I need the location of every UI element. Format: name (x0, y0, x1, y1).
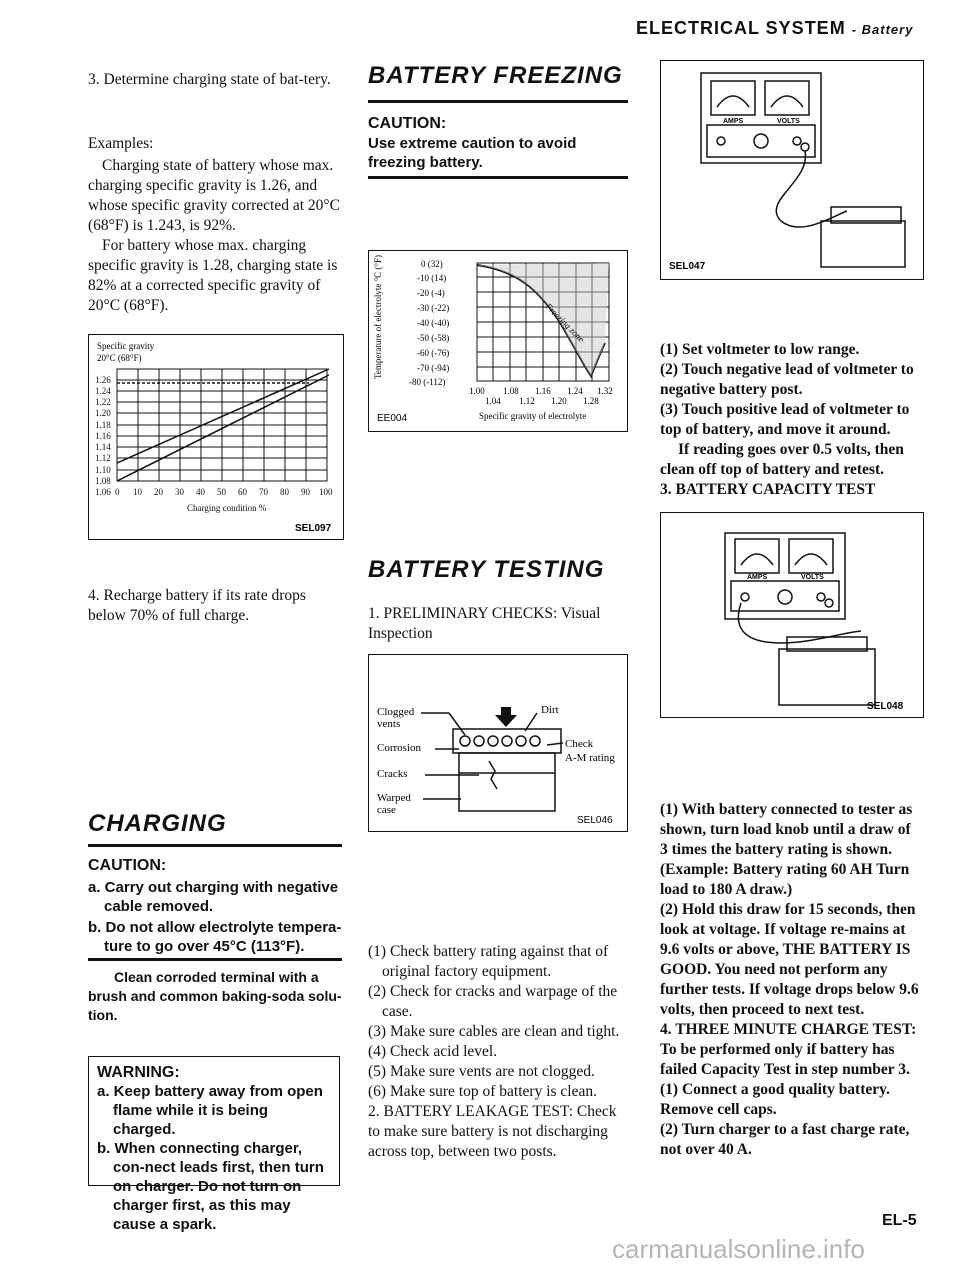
preliminary-checks: 1. PRELIMINARY CHECKS: Visual Inspection (368, 605, 601, 642)
figure-freezing (368, 250, 628, 432)
list-item: (3) Touch positive lead of voltmeter to top of battery, and move it around. (660, 401, 910, 438)
svg-text:10: 10 (133, 487, 142, 497)
clean-terminal: Clean corroded terminal with a brush and common baking-soda solu-tion. (88, 969, 342, 1023)
testing-heading: BATTERY TESTING (368, 556, 605, 583)
svg-text:30: 30 (175, 487, 184, 497)
svg-text:VOLTS: VOLTS (801, 574, 824, 581)
freezing-rule-2 (368, 176, 628, 179)
list-item: (5) Make sure vents are not clogged. (368, 1063, 595, 1080)
svg-text:-70 (-94): -70 (-94) (417, 363, 450, 373)
example-2: For battery whose max. charging specific gravity is 1.28, charging state is 82% at a corrected specific gravity of 20°C (68°F). (88, 237, 338, 314)
figure-voltmeter (660, 60, 924, 280)
svg-text:1.08: 1.08 (95, 476, 111, 486)
svg-text:AMPS: AMPS (747, 574, 768, 581)
svg-text:1.16: 1.16 (535, 386, 551, 396)
capacity-code: SEL048 (867, 701, 904, 712)
list-item: (4) Check acid level. (368, 1043, 498, 1060)
watermark: carmanualsonline.info (612, 1234, 865, 1264)
svg-text:Clogged: Clogged (377, 706, 415, 718)
charging-heading: CHARGING (88, 810, 227, 837)
svg-text:1.20: 1.20 (95, 408, 111, 418)
svg-text:1.20: 1.20 (551, 396, 567, 406)
svg-text:50: 50 (217, 487, 226, 497)
inspection-code: SEL046 (577, 815, 613, 826)
svg-text:60: 60 (238, 487, 247, 497)
reading-text: If reading goes over 0.5 volts, then clean off top of battery and retest. (660, 441, 904, 478)
list-item: (1) Connect a good quality battery. Remove cell caps. (660, 1081, 890, 1118)
freeze-code: EE004 (377, 413, 408, 424)
preliminary-list (368, 942, 628, 1162)
warning-title: WARNING: (97, 1064, 180, 1081)
step-3: 3. Determine charging state of bat-tery. (88, 71, 331, 88)
svg-text:1.16: 1.16 (95, 431, 111, 441)
list-item: (1) Check battery rating against that of original factory equipment. (368, 943, 609, 980)
svg-text:1.08: 1.08 (503, 386, 519, 396)
svg-text:1.14: 1.14 (95, 442, 111, 452)
svg-text:-60 (-76): -60 (-76) (417, 348, 450, 358)
svg-text:Check: Check (565, 738, 594, 750)
freezing-caution-text: Use extreme caution to avoid freezing battery. (368, 135, 577, 171)
tester-drawing (701, 73, 905, 267)
svg-text:1.24: 1.24 (567, 386, 583, 396)
freezing-heading: BATTERY FREEZING (368, 62, 623, 89)
svg-text:VOLTS: VOLTS (777, 118, 800, 125)
svg-text:Cracks: Cracks (377, 768, 408, 780)
list-item: (6) Make sure top of battery is clean. (368, 1083, 597, 1100)
capacity-heading: 3. BATTERY CAPACITY TEST (660, 481, 876, 498)
svg-text:1.06: 1.06 (95, 487, 111, 497)
svg-text:A-M rating: A-M rating (565, 752, 615, 764)
fig-xtitle: Charging condition % (187, 503, 267, 513)
header-title: ELECTRICAL SYSTEM (636, 18, 846, 38)
warning-b: b. When connecting charger, con-nect leads first, then turn on charger. Do not turn on charger first, as this may cause a spark. (97, 1140, 324, 1233)
battery-drawing (421, 713, 563, 811)
page-header (636, 18, 913, 39)
svg-text:Dirt: Dirt (541, 704, 559, 716)
fig-ytitle-2: 20°C (68°F) (97, 353, 142, 363)
svg-text:80: 80 (280, 487, 289, 497)
svg-text:case: case (377, 804, 396, 816)
list-item: (2) Hold this draw for 15 seconds, then look at voltage. If voltage re-mains at 9.6 volts or above, THE BATTERY IS GOOD. You need not perform any further tests. If voltage drops below 9.6 volts, then proceed to next test. (660, 901, 919, 1018)
list-item: (1) With battery connected to tester as shown, turn load knob until a draw of 3 times the battery rating is shown. (Example: Battery rating 60 AH Turn load to 180 A draw.) (660, 801, 913, 898)
svg-text:70: 70 (259, 487, 268, 497)
svg-text:1.12: 1.12 (519, 396, 535, 406)
list-item: (2) Turn charger to a fast charge rate, not over 40 A. (660, 1121, 910, 1158)
leakage-test: 2. BATTERY LEAKAGE TEST: Check to make sure battery is not discharging across top, between two posts. (368, 1103, 617, 1160)
svg-text:1.24: 1.24 (95, 386, 111, 396)
three-minute-test: 4. THREE MINUTE CHARGE TEST: To be performed only if battery has failed Capacity Test in step number 3. (660, 1021, 917, 1078)
svg-text:1.26: 1.26 (95, 375, 111, 385)
examples-title: Examples: (88, 135, 154, 152)
capacity-drawing (725, 533, 875, 705)
svg-text:1.04: 1.04 (485, 396, 501, 406)
voltmeter-code: SEL047 (669, 261, 706, 272)
page-number: EL-5 (882, 1212, 917, 1229)
list-item: (1) Set voltmeter to low range. (660, 341, 860, 358)
svg-text:0: 0 (115, 487, 120, 497)
svg-text:-20 (-4): -20 (-4) (417, 288, 445, 298)
freeze-xtitle: Specific gravity of electrolyte (479, 411, 587, 421)
charging-caution: CAUTION: (88, 857, 167, 874)
svg-text:Corrosion: Corrosion (377, 742, 421, 754)
svg-text:1.18: 1.18 (95, 420, 111, 430)
svg-text:1.10: 1.10 (95, 465, 111, 475)
svg-text:1.32: 1.32 (597, 386, 613, 396)
svg-text:-30 (-22): -30 (-22) (417, 303, 450, 313)
list-item: (3) Make sure cables are clean and tight. (368, 1023, 620, 1040)
freezing-caution: CAUTION: (368, 115, 447, 132)
svg-text:AMPS: AMPS (723, 118, 744, 125)
freezing-zone-label: Freezing zone (543, 301, 587, 345)
caution-a: a. Carry out charging with negative cable removed. (88, 879, 339, 915)
svg-text:20: 20 (154, 487, 163, 497)
svg-text:Warped: Warped (377, 792, 411, 804)
svg-text:-80 (-112): -80 (-112) (409, 377, 446, 387)
svg-text:-50 (-58): -50 (-58) (417, 333, 450, 343)
svg-text:100: 100 (319, 487, 333, 497)
chart-grid (117, 369, 327, 481)
svg-text:40: 40 (196, 487, 205, 497)
caution-rule (88, 958, 342, 961)
svg-text:1.12: 1.12 (95, 453, 111, 463)
svg-text:-10 (14): -10 (14) (417, 273, 447, 283)
warning-a: a. Keep battery away from open flame while it is being charged. (97, 1083, 323, 1138)
list-item: (2) Touch negative lead of voltmeter to negative battery post. (660, 361, 914, 398)
header-subtitle: - Battery (851, 22, 914, 37)
charging-rule (88, 844, 342, 847)
warning-box (88, 1056, 340, 1233)
figure-visual-inspection (368, 654, 628, 832)
example-1: Charging state of battery whose max. charging specific gravity is 1.26, and whose specific gravity corrected at 20°C (68°F) is 1.243, is 92%. (88, 157, 340, 234)
arrow-icon (495, 707, 517, 727)
voltmeter-list (660, 340, 922, 500)
caution-b: b. Do not allow electrolyte tempera-ture to go over 45°C (113°F). (88, 919, 342, 955)
list-item: (2) Check for cracks and warpage of the case. (368, 983, 618, 1020)
svg-text:1.00: 1.00 (469, 386, 485, 396)
capacity-list (660, 800, 922, 1160)
figure-capacity (660, 512, 924, 718)
svg-text:1.28: 1.28 (583, 396, 599, 406)
svg-text:90: 90 (301, 487, 310, 497)
svg-text:vents: vents (377, 718, 401, 730)
freezing-rule (368, 100, 628, 103)
svg-text:1.22: 1.22 (95, 397, 111, 407)
svg-text:0 (32): 0 (32) (421, 259, 443, 269)
freeze-ytitle: Temperature of electrolyte °C (°F) (373, 254, 383, 379)
step-4: 4. Recharge battery if its rate drops below 70% of full charge. (88, 587, 306, 624)
svg-text:-40 (-40): -40 (-40) (417, 318, 450, 328)
fig-code: SEL097 (295, 523, 332, 534)
figure-charging-state (88, 334, 344, 540)
fig-ytitle-1: Specific gravity (97, 341, 155, 351)
charging-state-chart (89, 335, 343, 539)
